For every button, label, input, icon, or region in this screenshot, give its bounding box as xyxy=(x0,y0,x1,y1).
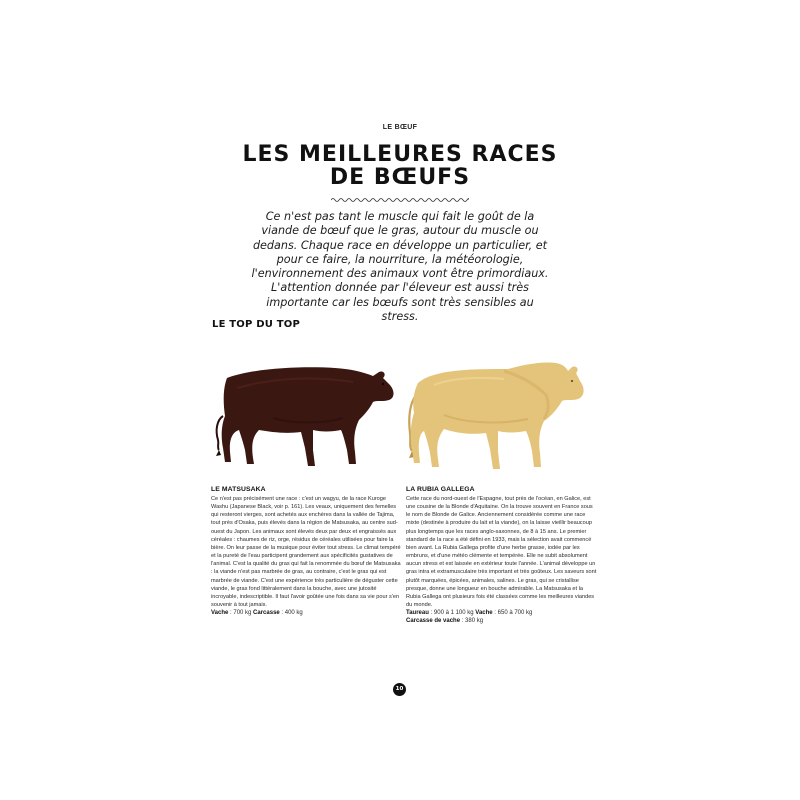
stat-label: Vache xyxy=(211,610,229,617)
stat-value: : 900 à 1 100 kg xyxy=(428,610,476,617)
breed-stats-matsusaka xyxy=(211,609,403,617)
stat-label: Carcasse de vache xyxy=(406,618,461,625)
matsusaka-bull-shape xyxy=(216,367,394,466)
stat-label: Vache xyxy=(475,610,493,617)
breed-name-matsusaka: LE MATSUSAKA xyxy=(211,486,266,493)
breed-description-rubia-gallega: Cette race du nord-ouest de l'Espagne, tout près de l'océan, en Galice, est une cousine de la Blonde d'Aquitaine. On la trouve souvent en France sous le nom de Blonde de Galice. Anciennement considérée comme une race mixte (destinée à produire du lait et la viande), on la laisse vieillir beaucoup plus longtemps que les races anglo-saxonnes, de 8 à 15 ans. Le premier standard de la race a été défini en 1933, mais la sélection avait commencé bien avant. La Rubia Gallega profite d'une herbe grasse, iodée par les embruns, et d'une météo clémente et tempérée. Elle ne subit absolument aucun stress et est laissée en extérieur toute l'année. L'animal développe un gras intra et extramusculaire très important et très goûteux. Les saveurs sont plutôt marquées, épicées, animales, salines. Le gras, qui se cristallise presque, donne une longueur en bouche admirable. La Matsusaka et la Rubia Gallega ont plusieurs fois été classées comme les meilleures viandes du monde. xyxy=(406,496,597,609)
section-heading: LE TOP DU TOP xyxy=(212,319,300,330)
kicker: LE BŒUF xyxy=(382,124,418,131)
wave-divider xyxy=(331,197,469,203)
matsusaka-bull-illustration xyxy=(213,358,397,470)
breed-stats-rubia-gallega-line-2 xyxy=(406,617,598,625)
stat-value: : 400 kg xyxy=(279,610,303,617)
stat-label: Taureau xyxy=(406,610,429,617)
title-line-1: LES MEILLEURES RACES xyxy=(242,142,558,167)
stat-value: : 380 kg xyxy=(460,618,484,625)
stat-value: : 650 à 700 kg xyxy=(492,610,533,617)
rubia-gallega-bull-illustration xyxy=(404,355,586,473)
rubia-gallega-bull-shape xyxy=(409,362,584,469)
page-number-badge: 10 xyxy=(393,683,406,696)
intro-paragraph: Ce n'est pas tant le muscle qui fait le goût de la viande de bœuf que le gras, autour du muscle ou dedans. Chaque race en développe un particulier, et pour ce faire, la nourriture, la météorologie, l'environnement des animaux vont être primordiaux. L'attention donnée par l'éleveur est aussi très importante car les bœufs sont très sensibles au stress. xyxy=(251,210,549,324)
breed-stats-rubia-gallega-line-1 xyxy=(406,609,598,617)
stat-value: : 700 kg xyxy=(228,610,254,617)
stat-label: Carcasse xyxy=(253,610,280,617)
breed-column-matsusaka xyxy=(211,486,403,617)
breed-name-rubia-gallega: LA RUBIA GALLEGA xyxy=(406,486,475,493)
breed-description-matsusaka: Ce n'est pas précisément une race : c'est un wagyu, de la race Kuroge Washu (Japanese Black, voir p. 161). Les veaux, uniquement des femelles qui resteront vierges, sont achetés aux enchères dans la vallée de Tajima, tout près d'Osaka, puis élevés dans la région de Matsusaka, au centre sud-ouest du Japon. Les animaux sont élevés deux par deux et engraissés aux céréales : chaumes de riz, orge, résidus de céréales utilisées pour faire la bière. On leur passe de la musique pour éviter tout stress. Le climat tempéré et la pureté de l'eau participent grandement aux spécificités gustatives de l'animal. C'est la qualité du gras qui fait la renommée du bœuf de Matsusaka : la viande n'est pas marbrée de gras, au contraire, c'est le gras qui est marbrée de viande. C'est une expérience très particulière de déguster cette viande, le gras fond littéralement dans la bouche, avec une jutosité incroyable, indescriptible. Il faut l'avoir goûtée une fois dans sa vie pour s'en souvenir à tout jamais. xyxy=(211,496,401,609)
title-line-2: DE BŒUFS xyxy=(329,165,471,190)
breed-column-rubia-gallega xyxy=(406,486,598,625)
page-title xyxy=(0,143,800,189)
